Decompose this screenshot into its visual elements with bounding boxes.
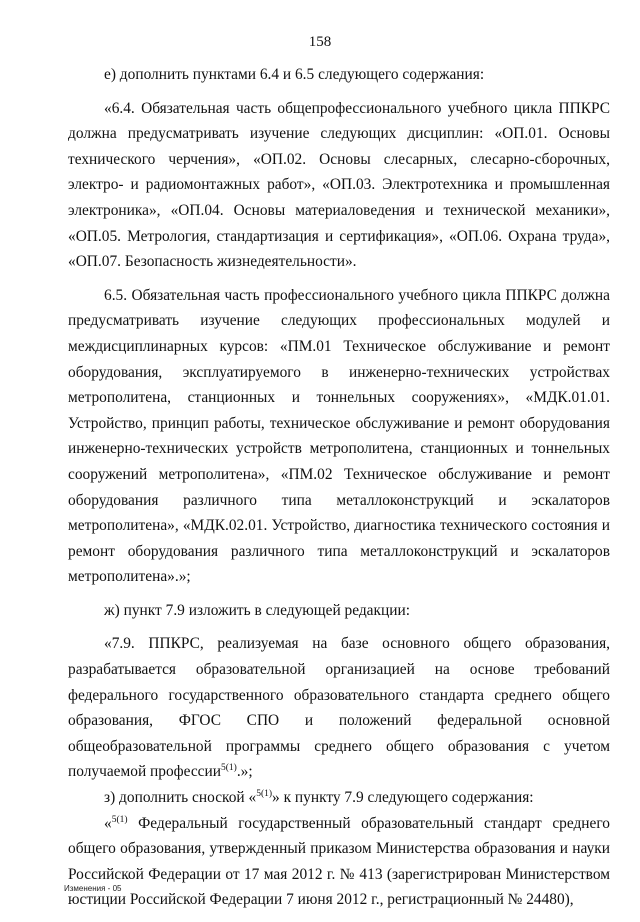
document-body <box>68 62 610 913</box>
section-7-9-text: «7.9. ППКРС, реализуемая на базе основного общего образования, разрабатывается образовательной организацией на основе требований федерального государственного образовательного стандарта среднего общего образования, ФГОС СПО и положений федеральной основной общеобразовательной программы среднего общего образования с учетом получаемой профессии <box>68 635 610 781</box>
footnote-open-quote: « <box>104 814 112 832</box>
paragraph-footnote-5-1 <box>68 811 610 913</box>
section-7-9-end: .»; <box>236 763 253 781</box>
paragraph-section-6-4: «6.4. Обязательная часть общепрофессионального учебного цикла ППКРС должна предусматривать изучение следующих дисциплин: «ОП.01. Основы технического черчения», «ОП.02. Основы слесарных, слесарно-сборочных, электро- и радиомонтажных работ», «ОП.03. Электротехника и промышленная электроника», «ОП.04. Основы материаловедения и технической механики», «ОП.05. Метрология, стандартизация и сертификация», «ОП.06. Охрана труда», «ОП.07. Безопасность жизнедеятельности». <box>68 99 610 271</box>
paragraph-item-e: е) дополнить пунктами 6.4 и 6.5 следующего содержания: <box>104 66 485 83</box>
footnote-ref-5-1-inline: 5(1) <box>256 788 273 799</box>
page-footer: Изменения - 05 <box>64 884 122 893</box>
item-z-end: » к пункту 7.9 следующего содержания: <box>272 789 534 807</box>
footnote-ref-5-1: 5(1) <box>220 763 237 774</box>
footnote-marker-5-1: 5(1) <box>111 814 128 825</box>
paragraph-section-7-9 <box>68 631 610 785</box>
item-z-start: з) дополнить сноской « <box>104 789 257 807</box>
footnote-5-1-text: Федеральный государственный образовательный стандарт среднего общего образования, утвержденный приказом Министерства образования и науки Российской Федерации от 17 мая 2012 г. № 413 (зарегистрирован Министерством юстиции Российской Федерации 7 июня 2012 г., регистрационный № 24480), <box>68 814 610 909</box>
paragraph-item-z <box>68 785 610 811</box>
paragraph-item-zh: ж) пункт 7.9 изложить в следующей редакции: <box>104 601 410 619</box>
paragraph-section-6-5: 6.5. Обязательная часть профессионального учебного цикла ППКРС должна предусматривать изучение следующих профессиональных модулей и междисциплинарных курсов: «ПМ.01 Техническое обслуживание и ремонт оборудования, эксплуатируемого в инженерно-технических устройствах метрополитена, станционных и тоннельных сооружениях», «МДК.01.01. Устройство, принцип работы, техническое обслуживание и ремонт оборудования инженерно-технических устройств метрополитена, станционных и тоннельных сооружений метрополитена», «ПМ.02 Техническое обслуживание и ремонт оборудования различного типа металлоконструкций и эскалаторов метрополитена», «МДК.02.01. Устройство, диагностика технического состояния и ремонт оборудования различного типа металлоконструкций и эскалаторов метрополитена».»; <box>68 286 610 586</box>
page-number: 158 <box>308 34 332 50</box>
